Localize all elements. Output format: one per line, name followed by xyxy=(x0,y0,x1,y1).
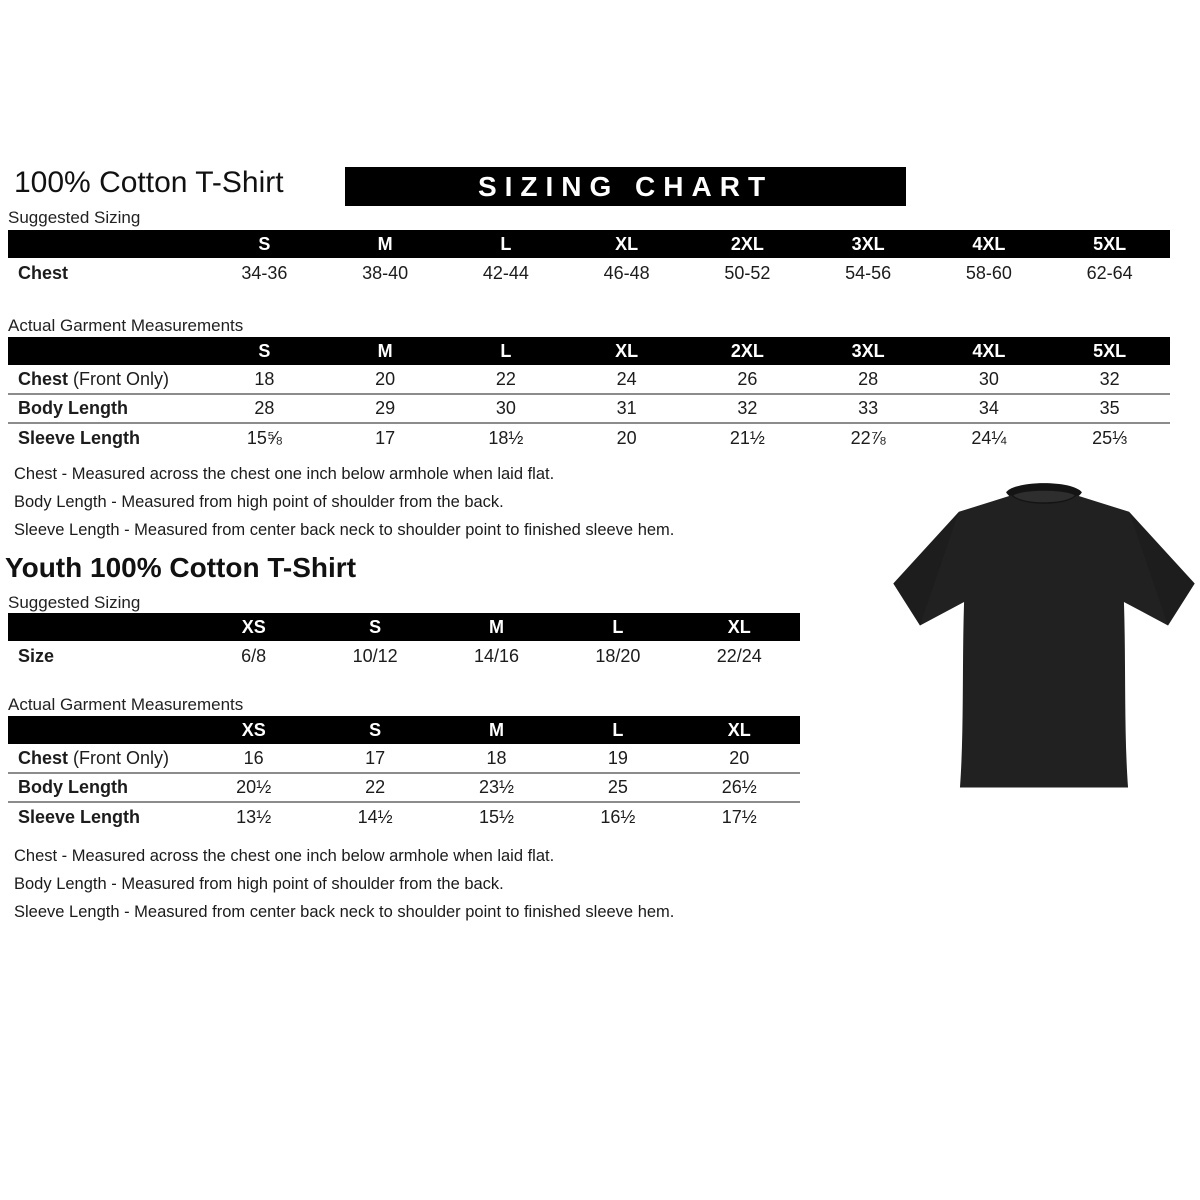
table-row xyxy=(8,773,800,802)
table-row xyxy=(8,802,800,831)
cell: 35 xyxy=(1049,394,1170,423)
cell: 6/8 xyxy=(241,646,267,666)
cell: 62-64 xyxy=(1086,263,1133,283)
cell: 20 xyxy=(729,747,750,768)
column-header: XL xyxy=(679,716,800,744)
column-header: 5XL xyxy=(1049,337,1170,365)
table-row xyxy=(8,744,800,773)
cell: 29 xyxy=(325,394,446,423)
cell: 16 xyxy=(243,747,264,768)
cell: 15½ xyxy=(436,802,557,831)
cell: 38-40 xyxy=(362,263,409,283)
cell: 18½ xyxy=(446,423,567,452)
column-header: XL xyxy=(566,230,687,258)
cell: 22/24 xyxy=(716,646,762,666)
column-header: 2XL xyxy=(687,337,808,365)
column-header: M xyxy=(436,613,557,641)
table-row xyxy=(8,641,800,672)
column-header: L xyxy=(446,230,567,258)
cell: 14/16 xyxy=(473,646,519,666)
cell: 32 xyxy=(687,394,808,423)
cell: 24¼ xyxy=(929,423,1050,452)
cell: 30 xyxy=(978,368,999,389)
table-row xyxy=(8,258,1170,289)
table-header-row xyxy=(8,230,1170,258)
corner-cell xyxy=(8,337,204,365)
cell: 18/20 xyxy=(595,646,641,666)
column-header: 5XL xyxy=(1049,230,1170,258)
cell: 17 xyxy=(325,423,446,452)
cell: 54-56 xyxy=(845,263,892,283)
note-body-length: Body Length - Measured from high point of shoulder from the back. xyxy=(14,875,504,893)
tshirt-icon xyxy=(890,480,1198,810)
row-label: Body Length xyxy=(8,394,204,423)
table-row xyxy=(8,365,1170,394)
column-header: 4XL xyxy=(929,337,1050,365)
cell: 25⅓ xyxy=(1049,423,1170,452)
cell: 26½ xyxy=(679,773,800,802)
cell: 14½ xyxy=(314,802,435,831)
cell: 50-52 xyxy=(724,263,771,283)
adult-suggested-sizing-table xyxy=(8,230,1170,289)
youth-actual-measurements-label: Actual Garment Measurements xyxy=(8,695,244,714)
youth-section-title: Youth 100% Cotton T-Shirt xyxy=(5,552,357,583)
cell: 34 xyxy=(929,394,1050,423)
cell: 17½ xyxy=(679,802,800,831)
row-label: Chest (Front Only) xyxy=(18,368,170,389)
cell: 31 xyxy=(566,394,687,423)
cell: 19 xyxy=(607,747,628,768)
cell: 16½ xyxy=(557,802,678,831)
corner-cell xyxy=(8,613,193,641)
cell: 26 xyxy=(737,368,758,389)
youth-suggested-sizing-table xyxy=(8,613,800,672)
adult-suggested-sizing-label: Suggested Sizing xyxy=(8,208,141,227)
column-header: S xyxy=(314,613,435,641)
cell: 46-48 xyxy=(603,263,650,283)
note-body-length: Body Length - Measured from high point of shoulder from the back. xyxy=(14,493,504,511)
adult-actual-measurements-table xyxy=(8,337,1170,452)
page-title: 100% Cotton T-Shirt xyxy=(14,166,284,199)
column-header: M xyxy=(436,716,557,744)
cell: 20 xyxy=(566,423,687,452)
column-header: L xyxy=(446,337,567,365)
column-header: S xyxy=(314,716,435,744)
youth-measurement-notes xyxy=(14,842,674,926)
column-header: M xyxy=(325,230,446,258)
note-chest: Chest - Measured across the chest one inch below armhole when laid flat. xyxy=(14,847,555,865)
cell: 25 xyxy=(557,773,678,802)
black-tshirt-image xyxy=(890,480,1198,815)
cell: 22 xyxy=(495,368,516,389)
cell: 22⅞ xyxy=(808,423,929,452)
cell: 42-44 xyxy=(482,263,529,283)
row-label: Chest xyxy=(18,263,69,283)
cell: 13½ xyxy=(193,802,314,831)
cell: 34-36 xyxy=(241,263,288,283)
cell: 28 xyxy=(858,368,879,389)
column-header: 3XL xyxy=(808,230,929,258)
column-header: S xyxy=(204,230,325,258)
cell: 28 xyxy=(204,394,325,423)
row-label: Body Length xyxy=(8,773,193,802)
sizing-chart-banner: SIZING CHART xyxy=(345,167,906,206)
adult-measurement-notes xyxy=(14,460,674,544)
table-row xyxy=(8,423,1170,452)
cell: 18 xyxy=(486,747,507,768)
column-header: XS xyxy=(193,716,314,744)
cell: 32 xyxy=(1099,368,1120,389)
column-header: XL xyxy=(679,613,800,641)
cell: 24 xyxy=(616,368,637,389)
youth-actual-measurements-table xyxy=(8,716,800,831)
corner-cell xyxy=(8,716,193,744)
cell: 22 xyxy=(314,773,435,802)
column-header: 2XL xyxy=(687,230,808,258)
column-header: 3XL xyxy=(808,337,929,365)
cell: 20 xyxy=(375,368,396,389)
column-header: XS xyxy=(193,613,314,641)
note-chest: Chest - Measured across the chest one inch below armhole when laid flat. xyxy=(14,465,555,483)
note-sleeve-length: Sleeve Length - Measured from center back neck to shoulder point to finished sleeve hem. xyxy=(14,521,675,539)
row-label: Size xyxy=(18,646,55,666)
cell: 18 xyxy=(254,368,275,389)
table-header-row xyxy=(8,337,1170,365)
cell: 20½ xyxy=(193,773,314,802)
table-header-row xyxy=(8,613,800,641)
column-header: L xyxy=(557,613,678,641)
cell: 58-60 xyxy=(965,263,1012,283)
row-label: Sleeve Length xyxy=(8,423,204,452)
cell: 17 xyxy=(365,747,386,768)
note-sleeve-length: Sleeve Length - Measured from center back neck to shoulder point to finished sleeve hem. xyxy=(14,903,675,921)
column-header: L xyxy=(557,716,678,744)
column-header: M xyxy=(325,337,446,365)
cell: 30 xyxy=(446,394,567,423)
youth-suggested-sizing-label: Suggested Sizing xyxy=(8,593,141,612)
adult-actual-measurements-label: Actual Garment Measurements xyxy=(8,316,244,335)
column-header: S xyxy=(204,337,325,365)
column-header: 4XL xyxy=(929,230,1050,258)
table-header-row xyxy=(8,716,800,744)
cell: 33 xyxy=(808,394,929,423)
cell: 23½ xyxy=(436,773,557,802)
cell: 10/12 xyxy=(352,646,398,666)
row-label: Chest (Front Only) xyxy=(18,747,170,768)
corner-cell xyxy=(8,230,204,258)
table-row xyxy=(8,394,1170,423)
row-label: Sleeve Length xyxy=(8,802,193,831)
cell: 21½ xyxy=(687,423,808,452)
cell: 15⅝ xyxy=(204,423,325,452)
column-header: XL xyxy=(566,337,687,365)
